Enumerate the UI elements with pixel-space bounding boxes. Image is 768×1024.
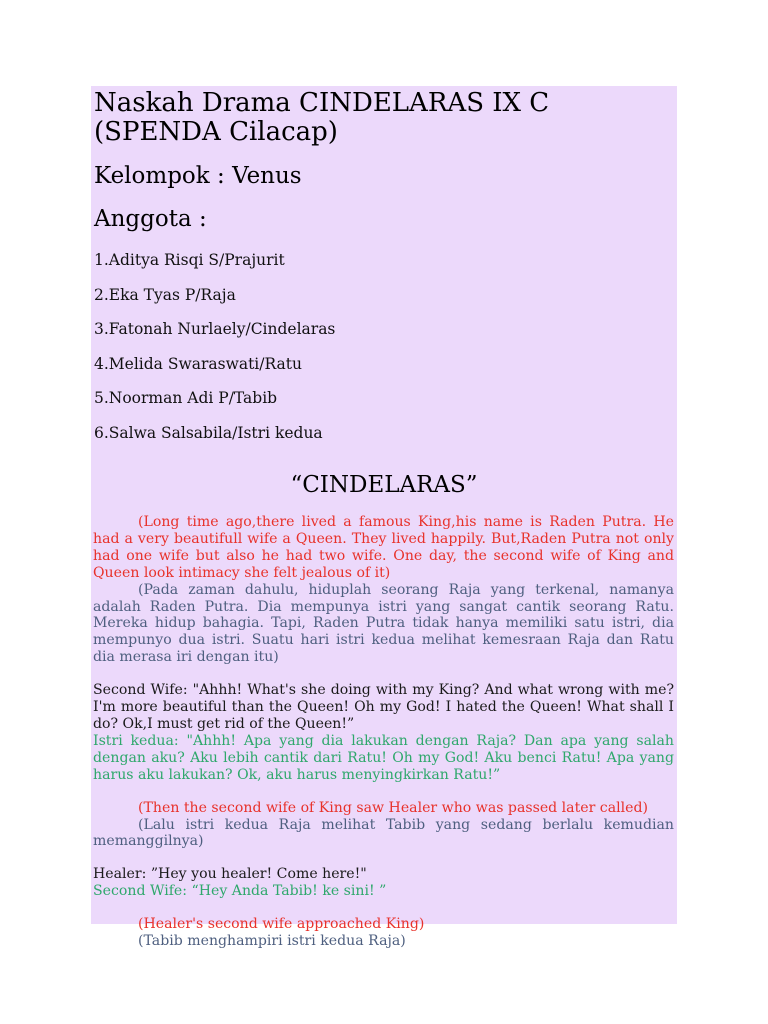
list-item: 4.Melida Swaraswati/Ratu bbox=[94, 354, 302, 373]
group-name: Kelompok : Venus bbox=[94, 163, 302, 189]
narration-english: (Healer's second wife approached King) bbox=[138, 916, 425, 933]
narration-english: (Long time ago,there lived a famous King,his name is Raden Putra. He had a very beautifull wife a Queen. They lived happily. But,Raden Putra not only had one wife but also he had two wife. One day, the second wife of King and Queen look intimacy she felt jealous of it) bbox=[93, 514, 674, 581]
list-item: 6.Salwa Salsabila/Istri kedua bbox=[94, 423, 323, 442]
list-item: 1.Aditya Risqi S/Prajurit bbox=[94, 251, 285, 269]
drama-script bbox=[93, 514, 674, 950]
list-item: 5.Noorman Adi P/Tabib bbox=[94, 389, 278, 407]
dialogue-english: Healer: ”Hey you healer! Come here!" bbox=[93, 866, 367, 883]
dialogue-english: Second Wife: "Ahhh! What's she doing with my King? And what wrong with me? I'm more beautiful than the Queen! Oh my God! I hated the Queen! What shall I do? Ok,I must get rid of the Queen!” bbox=[93, 682, 674, 732]
paragraph-gap bbox=[93, 900, 674, 916]
paragraph-gap bbox=[93, 850, 674, 866]
paragraph-gap bbox=[93, 666, 674, 682]
list-item: 2.Eka Tyas P/Raja bbox=[94, 285, 236, 304]
dialogue-indonesian: Istri kedua: "Ahhh! Apa yang dia lakukan dengan Raja? Dan apa yang salah dengan aku? Aku lebih cantik dari Ratu! Oh my God! Aku benci Ratu! Apa yang harus aku lakukan? Ok, aku harus menyingkirkan Ratu!” bbox=[93, 732, 674, 783]
story-title: “CINDELARAS” bbox=[290, 472, 478, 498]
document-page bbox=[91, 86, 677, 950]
members-heading: Anggota : bbox=[94, 206, 207, 232]
members-list bbox=[94, 250, 654, 457]
list-item: 3.Fatonah Nurlaely/Cindelaras bbox=[94, 320, 336, 338]
dialogue-indonesian: Second Wife: “Hey Anda Tabib! ke sini! ” bbox=[93, 883, 387, 900]
paragraph-gap bbox=[93, 784, 674, 800]
narration-indonesian: (Pada zaman dahulu, hiduplah seorang Raja yang terkenal, namanya adalah Raden Putra. Dia mempunya istri yang sangat cantik seorang Ratu. Mereka hidup bahagia. Tapi, Raden Putra tidak hanya memiliki satu istri, dia mempunyo dua istri. Suatu hari istri kedua melihat kemesraan Raja dan Ratu dia merasa iri dengan itu) bbox=[93, 581, 674, 666]
narration-indonesian: (Lalu istri kedua Raja melihat Tabib yang sedang berlalu kemudian memanggilnya) bbox=[93, 816, 674, 850]
document-title: Naskah Drama CINDELARAS IX C (SPENDA Cilacap) bbox=[94, 88, 550, 147]
narration-indonesian: (Tabib menghampiri istri kedua Raja) bbox=[138, 933, 406, 950]
narration-english: (Then the second wife of King saw Healer who was passed later called) bbox=[138, 799, 648, 816]
